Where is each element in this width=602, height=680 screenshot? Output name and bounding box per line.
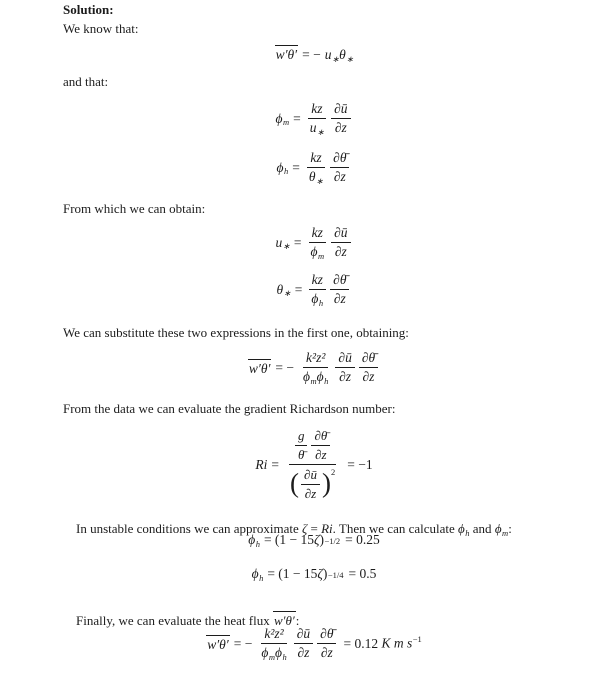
fraction [331, 101, 350, 136]
fraction-denominator: $u_∗$ [309, 120, 325, 137]
fraction-numerator: ∂ū [331, 225, 350, 243]
relation-symbol: = [294, 281, 303, 297]
fraction [307, 225, 327, 260]
subscript: h [259, 572, 264, 583]
math-expression [255, 428, 372, 501]
big-paren-close: ) [321, 468, 331, 499]
text-run: : [508, 521, 512, 537]
phi-m-symbol: $\phi_m$ [494, 521, 509, 538]
fraction-numerator: ∂ū [335, 350, 354, 368]
superscript-power: −1/2 [324, 536, 341, 546]
fraction-denominator: ∂z [334, 120, 347, 136]
zeta-symbol: ζ [302, 521, 308, 537]
fraction [335, 350, 354, 385]
math-expression [248, 532, 380, 548]
lhs-symbol: $\theta_∗$ [276, 281, 291, 299]
fraction-denominator: ∂z [297, 645, 310, 661]
text-run: : [295, 613, 300, 629]
fraction-denominator: ∂z [320, 645, 333, 661]
fraction [306, 150, 326, 185]
fraction [330, 150, 349, 185]
paragraph-we-know-that: We know that: [63, 21, 139, 36]
text-run: In unstable conditions we can approximate [76, 521, 302, 537]
fraction-denominator: ∂z [315, 446, 327, 462]
fraction [311, 428, 330, 462]
text-run: . Then we can calculate [332, 521, 459, 537]
result-units: K m $s^{-1}$ [381, 634, 422, 651]
text-run: and [469, 521, 495, 537]
relation-symbol: = [271, 456, 280, 472]
paragraph-and-that: and that: [63, 74, 109, 89]
fraction [300, 350, 331, 385]
subscript: m [268, 651, 275, 662]
fraction [301, 467, 320, 501]
overline-flux-term: w′θ′ [275, 47, 298, 62]
fraction-numerator: ∂θ̄ [330, 272, 349, 290]
subscript: ∗ [332, 53, 340, 64]
subscript: h [255, 538, 260, 549]
relation-symbol: = − [275, 359, 295, 375]
close-paren: ) [322, 566, 328, 581]
subscript: ∗ [316, 175, 324, 186]
subscript: m [317, 250, 325, 261]
overline-flux-term: w′θ′ [273, 613, 295, 629]
math-expression [252, 566, 377, 582]
subscript: ∗ [346, 53, 354, 64]
subscript: ∗ [282, 241, 290, 252]
u-star-term: $u_∗$ [324, 47, 340, 64]
subscript: m [310, 375, 317, 386]
relation-symbol: = [292, 159, 300, 175]
big-paren-open: ( [290, 468, 300, 499]
theta-star-term: $\theta_∗$ [339, 47, 354, 64]
phi-h-symbol: $\phi_h$ [458, 521, 470, 538]
subscript: h [282, 651, 287, 662]
subscript: h [324, 375, 329, 386]
fraction-numerator: ∂θ̄ [330, 150, 349, 168]
superscript: −1 [412, 634, 422, 645]
overline-flux-term: w′θ′ [248, 360, 271, 376]
relation-symbol: = [293, 110, 301, 126]
fraction-numerator: ∂θ̄ [359, 350, 378, 368]
zeta-symbol: ζ [314, 532, 320, 547]
math-expression [275, 225, 352, 260]
math-expression [206, 626, 422, 661]
fraction-denominator: ∂z [333, 291, 346, 307]
fraction-numerator: k²z² [261, 626, 286, 644]
relation-symbol: = [293, 234, 302, 250]
fraction-denominator: ∂z [333, 169, 346, 185]
outer-fraction [286, 428, 339, 501]
math-expression [275, 45, 354, 63]
fraction [307, 101, 327, 136]
fraction [258, 626, 289, 661]
equation-theta-star [26, 272, 602, 307]
fraction-numerator: kz [309, 272, 326, 290]
close-paren: ) [319, 532, 325, 547]
superscript-power: −1/4 [327, 570, 344, 580]
lhs-symbol: $\phi_h$ [251, 566, 264, 583]
equation-phi-m-value [26, 566, 602, 582]
fraction-numerator: k²z² [303, 350, 328, 368]
fraction-denominator: $\phi_m\phi_h$ [261, 645, 287, 662]
fraction-denominator: $\phi_m\phi_h$ [303, 369, 329, 386]
equation-flux-definition [26, 45, 602, 63]
fraction-denominator: θ̄ [298, 446, 305, 462]
math-expression [248, 350, 380, 385]
math-expression [277, 150, 352, 185]
math-expression [275, 101, 352, 136]
overline-flux-term: w′θ′ [207, 636, 229, 652]
relation-symbol: = − [302, 47, 321, 62]
subscript: h [465, 527, 470, 538]
fraction-denominator: $\theta_∗$ [308, 169, 324, 186]
fraction [308, 272, 326, 307]
result-value: = 0.12 [343, 635, 382, 651]
fraction-numerator: ∂ū [331, 101, 350, 119]
outer-numerator [289, 428, 336, 465]
equation-richardson-number [26, 428, 602, 501]
math-expression [277, 272, 352, 307]
text-run: Finally, we can evaluate the heat flux [76, 613, 273, 629]
relation-and-open: = (1 − 15 [263, 532, 315, 547]
fraction-denominator: ∂z [334, 244, 347, 260]
fraction [317, 626, 336, 661]
subscript: h [284, 166, 289, 177]
fraction-numerator: g [295, 428, 308, 446]
fraction [359, 350, 378, 385]
fraction-denominator: $\phi_m$ [310, 244, 325, 261]
zeta-symbol: ζ [317, 566, 323, 581]
lhs-symbol: $\phi_h$ [248, 532, 260, 549]
lhs-symbol: $u_∗$ [275, 234, 290, 252]
fraction-numerator: kz [308, 101, 325, 119]
paragraph-substitute: We can substitute these two expressions in the first one, obtaining: [63, 325, 409, 340]
subscript: ∗ [316, 126, 325, 137]
subscript: m [282, 117, 290, 128]
equation-phi-h-value [26, 532, 602, 548]
equation-phi-h [26, 150, 602, 185]
equals-run: = [307, 521, 322, 537]
fraction-numerator: kz [307, 150, 324, 168]
ri-symbol: Ri [321, 521, 333, 537]
paragraph-richardson: From the data we can evaluate the gradient Richardson number: [63, 401, 396, 416]
superscript-power: 2 [330, 467, 336, 478]
equation-heat-flux-result [26, 626, 602, 661]
fraction-denominator: ∂z [362, 369, 375, 385]
fraction [294, 626, 313, 661]
fraction-numerator: ∂ū [301, 467, 320, 485]
outer-denominator [286, 465, 339, 501]
fraction [330, 272, 349, 307]
solution-heading: Solution: [63, 2, 114, 17]
fraction-numerator: ∂θ̄ [311, 428, 330, 446]
lhs-symbol: $\phi_m$ [275, 110, 290, 128]
subscript: h [318, 297, 324, 308]
paragraph-from-which: From which we can obtain: [63, 201, 206, 216]
fraction-denominator: ∂z [304, 485, 317, 501]
equation-flux-combined [26, 350, 602, 385]
equation-u-star [26, 225, 602, 260]
lhs-symbol: Ri [255, 456, 268, 472]
result-value: = 0.25 [345, 532, 380, 547]
relation-symbol: = − [233, 635, 253, 651]
fraction-denominator: ∂z [339, 369, 352, 385]
subscript: m [502, 527, 509, 538]
fraction-numerator: ∂θ̄ [317, 626, 336, 644]
lhs-symbol: $\phi_h$ [276, 159, 289, 177]
equation-phi-m [26, 101, 602, 136]
subscript: ∗ [283, 288, 291, 299]
fraction [295, 428, 308, 462]
fraction-numerator: kz [309, 225, 326, 243]
fraction [331, 225, 350, 260]
relation-and-open: = (1 − 15 [267, 566, 318, 581]
result-value: = −1 [347, 456, 373, 472]
fraction-numerator: ∂ū [294, 626, 313, 644]
fraction-denominator: $\phi_h$ [311, 291, 324, 308]
result-value: = 0.5 [348, 566, 377, 581]
